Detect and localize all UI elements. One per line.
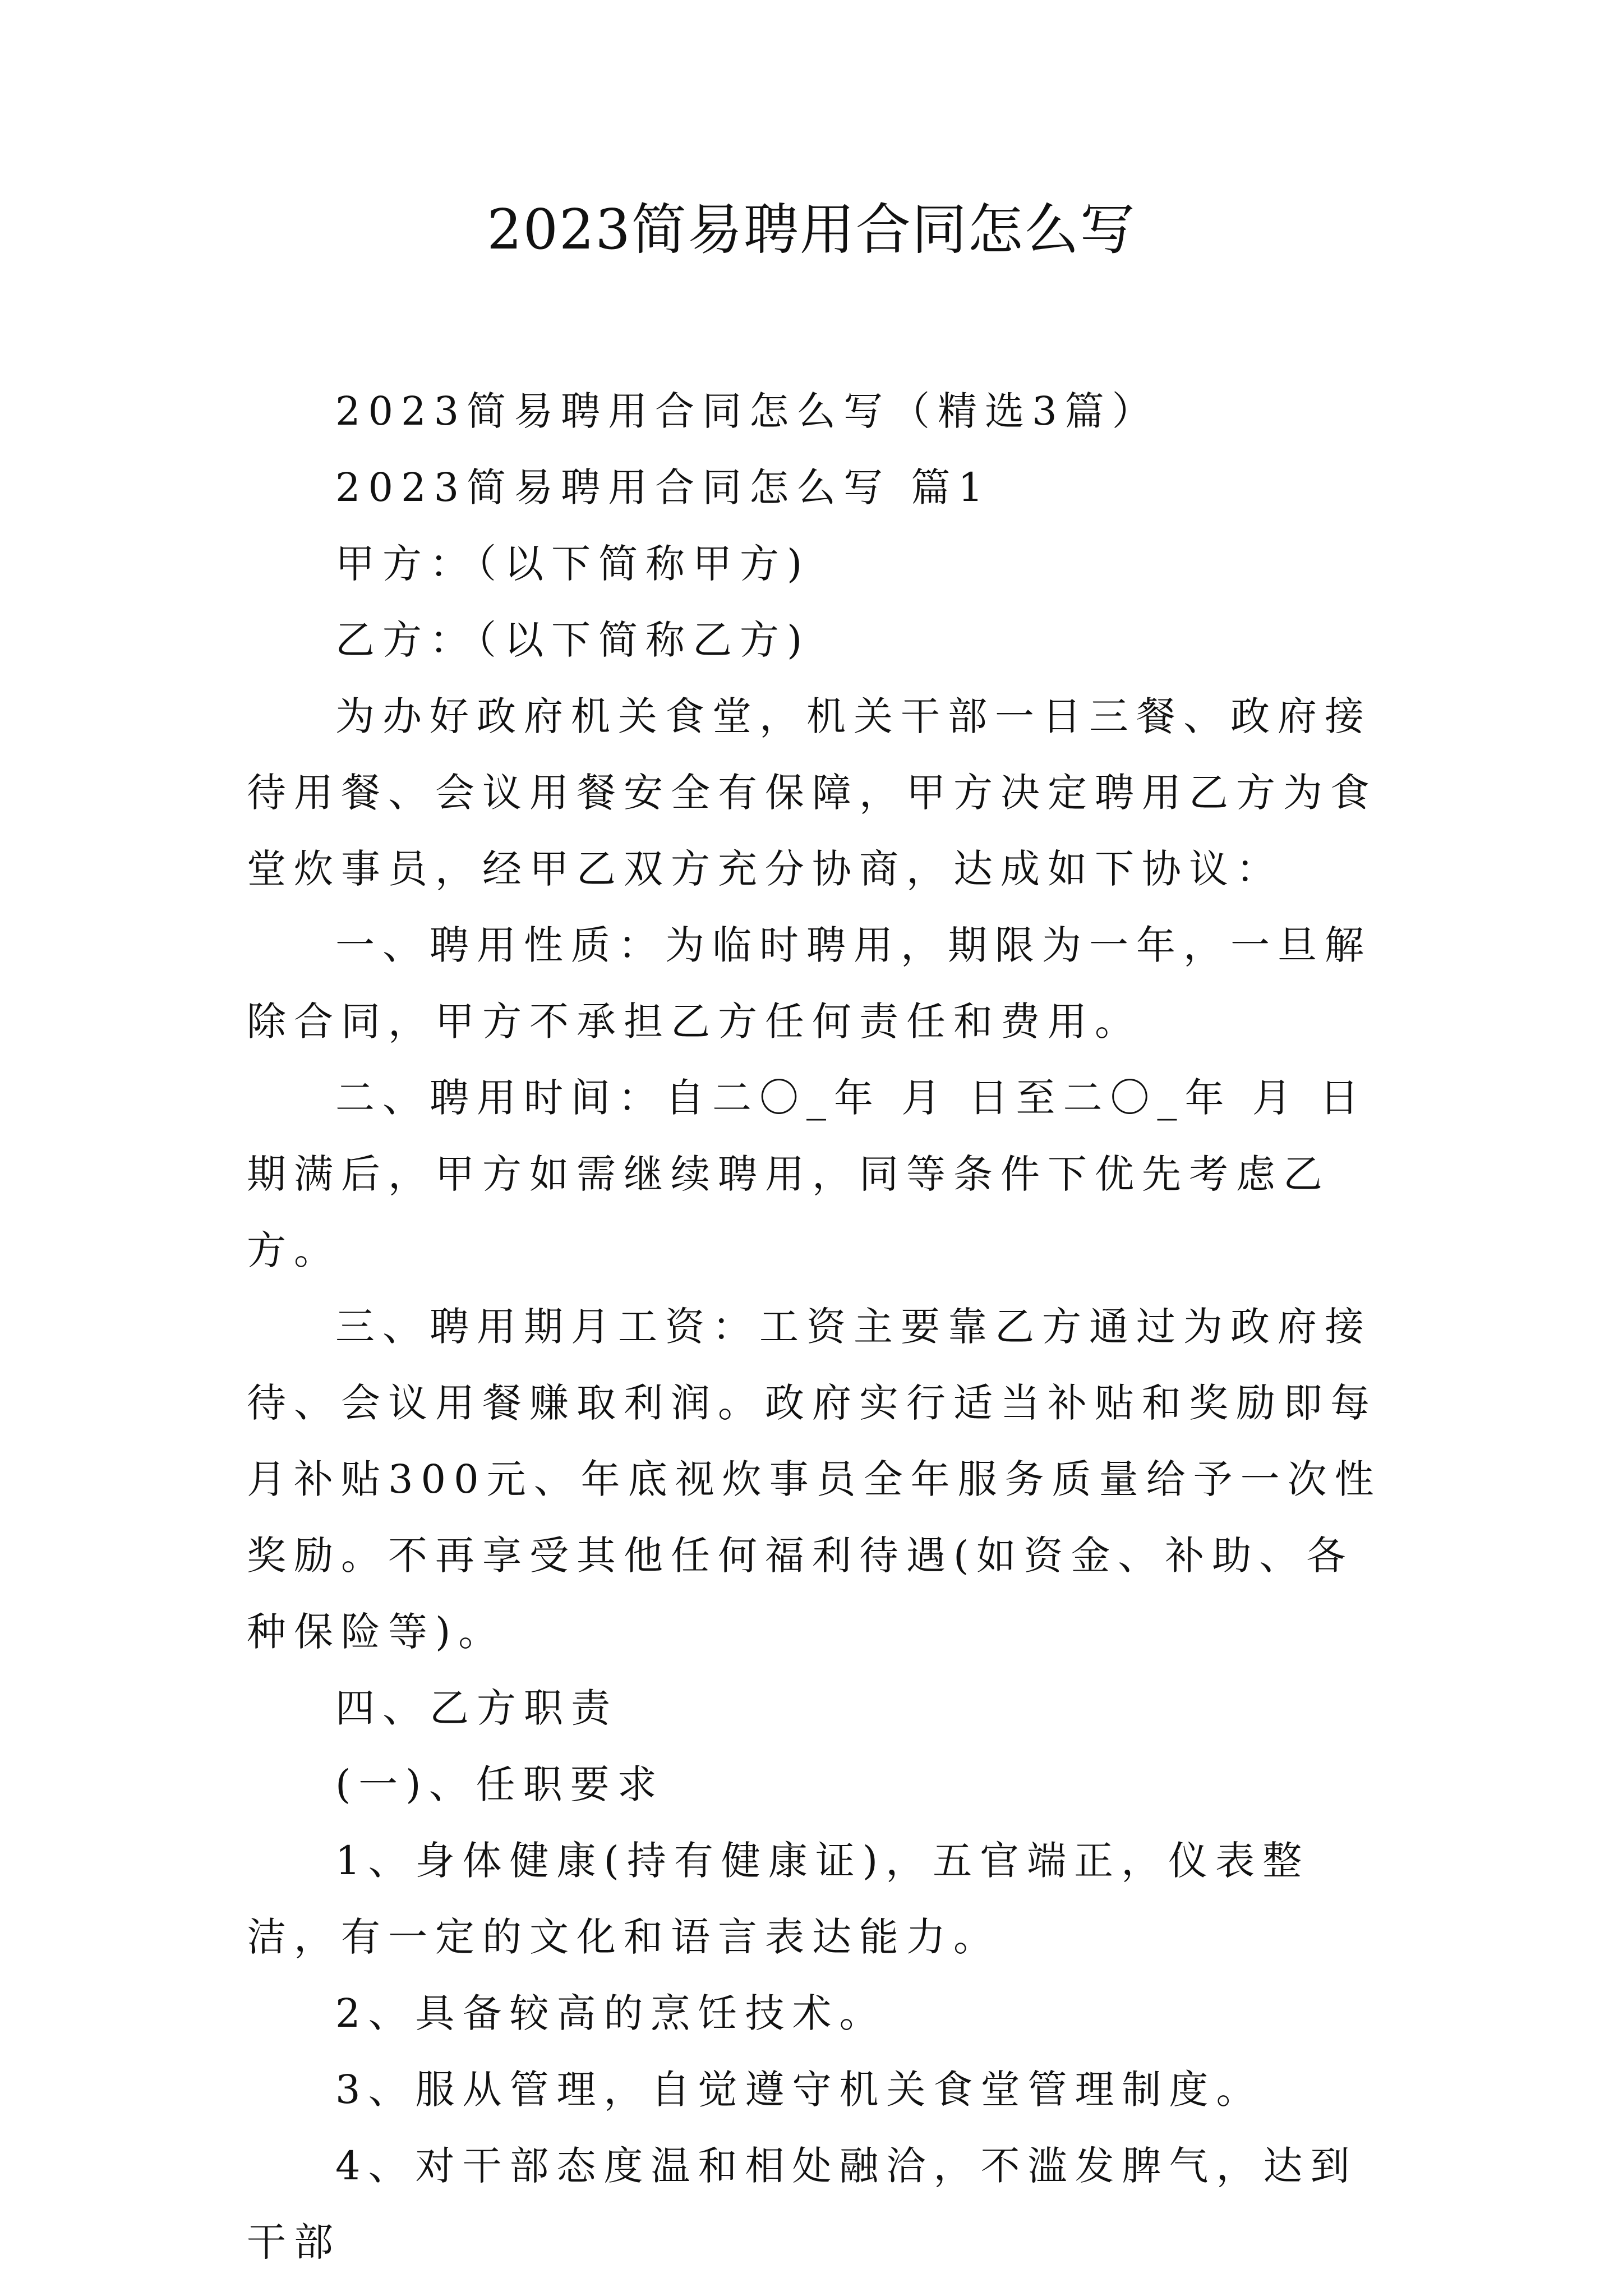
party-b-line: 乙方：（以下简称乙方) [335, 617, 810, 663]
subclause-requirements-heading: (一)、任职要求 [335, 1761, 665, 1807]
party-a-line: 甲方：（以下简称甲方) [335, 541, 810, 587]
section-heading: 2023简易聘用合同怎么写 篇1 [335, 464, 991, 510]
requirement-item: 3、服从管理，自觉遵守机关食堂管理制度。 [335, 2067, 1264, 2113]
subtitle-paragraph: 2023简易聘用合同怎么写（精选3篇） [335, 388, 1159, 434]
clause-duties-heading: 四、乙方职责 [335, 1685, 618, 1731]
intro-paragraph: 为办好政府机关食堂，机关干部一日三餐、政府接待用餐、会议用餐安全有保障，甲方决定聘用乙方为食堂炊事员，经甲乙双方充分协商，达成如下协议： [247, 693, 1377, 892]
document-body [247, 373, 1385, 2280]
document-title: 2023简易聘用合同怎么写 [487, 198, 1136, 262]
clause-nature: 一、聘用性质：为临时聘用，期限为一年，一旦解除合同，甲方不承担乙方任何责任和费用。 [247, 922, 1372, 1045]
requirement-item: 1、身体健康(持有健康证)，五官端正，仪表整洁，有一定的文化和语言表达能力。 [247, 1838, 1310, 1960]
clause-salary: 三、聘用期月工资：工资主要靠乙方通过为政府接待、会议用餐赚取利润。政府实行适当补贴和奖励即每月补贴300元、年底视炊事员全年服务质量给予一次性奖励。不再享受其他任何福利待遇(如资金、补助、各种保险等)。 [247, 1304, 1382, 1655]
requirement-item: 2、具备较高的烹饪技术。 [335, 1990, 887, 2036]
clause-period: 二、聘用时间：自二〇_年 月 日至二〇_年 月 日期满后，甲方如需继续聘用，同等条件下优先考虑乙方。 [247, 1075, 1367, 1273]
requirement-item: 4、对干部态度温和相处融洽，不滥发脾气，达到干部 [247, 2143, 1358, 2265]
